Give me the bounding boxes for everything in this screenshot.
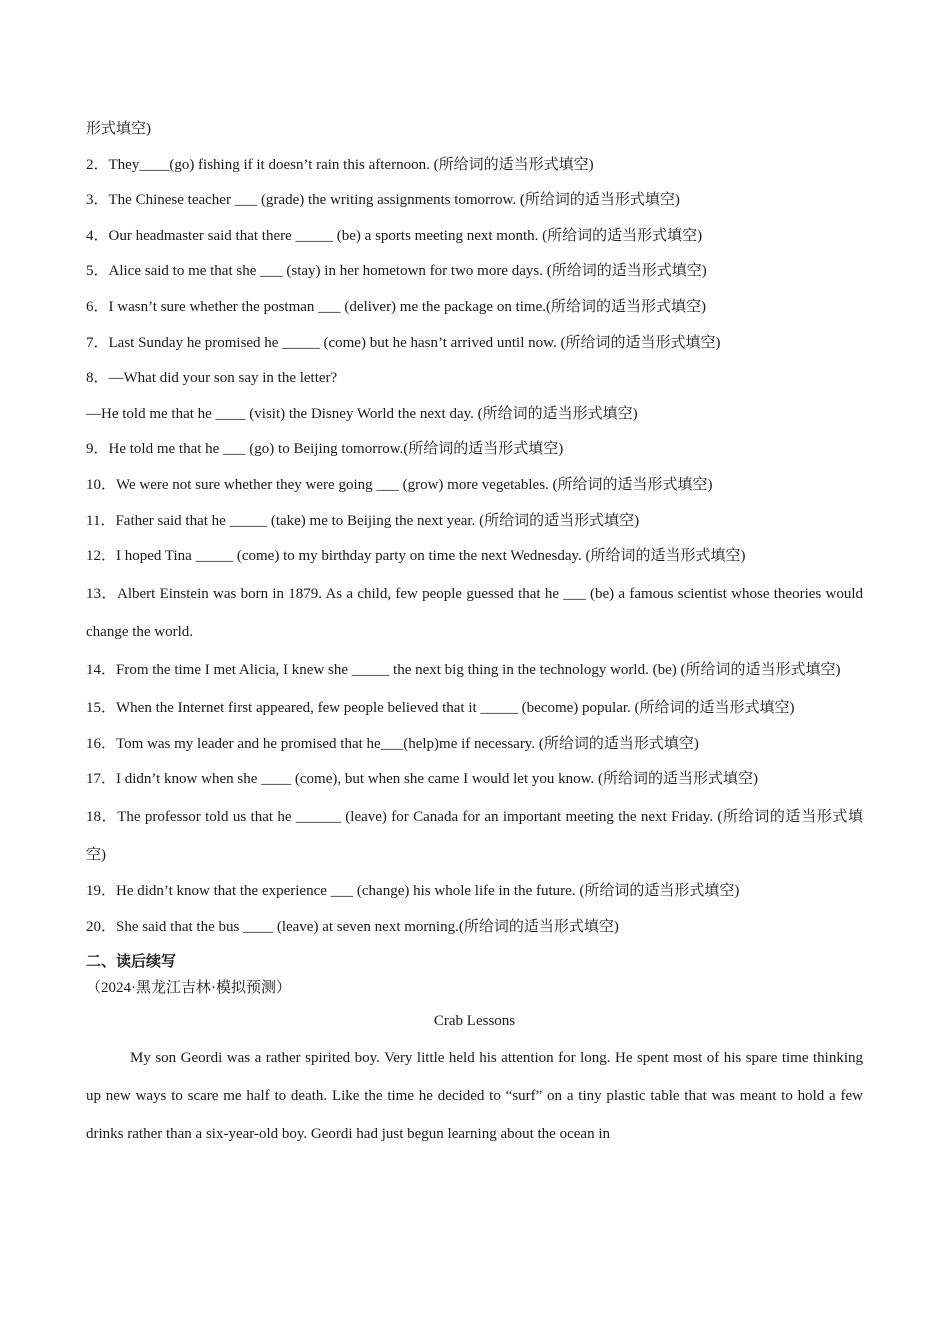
story-paragraph: My son Geordi was a rather spirited boy. Very little held his attention for long. He spent most of his spare time thinking up new ways to scare me half to death. Like the time he decided to “surf” on a tiny plastic table that was meant to hold a few drinks rather than a six-year-old boy. Geordi had just begun learning about the ocean in [86,1050,863,1143]
exercise-item-19: 19．He didn’t know that the experience ___ (change) his whole life in the future. (所给词的适当形式填空) [86,882,740,899]
exercise-item-10: 10．We were not sure whether they were going ___ (grow) more vegetables. (所给词的适当形式填空) [86,476,713,493]
document-page [86,112,863,1153]
exercise-item-17: 17．I didn’t know when she ____ (come), but when she came I would let you know. (所给词的适当形式填空) [86,771,758,788]
section-title: 二、读后续写 [86,954,177,971]
story-title: Crab Lessons [433,1013,516,1030]
exercise-item-20: 20．She said that the bus ____ (leave) at seven next morning.(所给词的适当形式填空) [86,918,619,935]
exercise-item-11: 11．Father said that he _____ (take) me to Beijing the next year. (所给词的适当形式填空) [86,512,640,529]
exercise-item-5: 5．Alice said to me that she ___ (stay) in her hometown for two more days. (所给词的适当形式填空) [86,263,707,280]
exercise-item-4: 4．Our headmaster said that there _____ (be) a sports meeting next month. (所给词的适当形式填空) [86,227,703,244]
exercise-item-8-answer: —He told me that he ____ (visit) the Disney World the next day. (所给词的适当形式填空) [86,405,638,422]
exercise-item-12: 12．I hoped Tina _____ (come) to my birthday party on time the next Wednesday. (所给词的适当形式填空) [86,548,746,565]
exercise-item-6: 6．I wasn’t sure whether the postman ___ (deliver) me the package on time.(所给词的适当形式填空) [86,298,706,315]
exercise-continuation: 形式填空) [86,121,151,137]
exercise-item-8-question: 8．—What did your son say in the letter? [86,370,338,387]
exercise-item-7: 7．Last Sunday he promised he _____ (come) but he hasn’t arrived until now. (所给词的适当形式填空) [86,334,721,351]
exercise-item-2: 2．They____(go) fishing if it doesn’t rain this afternoon. (所给词的适当形式填空) [86,156,594,173]
exercise-item-9: 9．He told me that he ___ (go) to Beijing tomorrow.(所给词的适当形式填空) [86,441,564,458]
exercise-item-14: 14．From the time I met Alicia, I knew she _____ the next big thing in the technology world. (be) (所给词的适当形式填空) [86,661,841,678]
exercise-item-16: 16．Tom was my leader and he promised that he___(help)me if necessary. (所给词的适当形式填空) [86,735,699,752]
exercise-item-13: 13．Albert Einstein was born in 1879. As a child, few people guessed that he ___ (be) a famous scientist whose theories would change the world. [86,585,863,640]
exercise-item-3: 3．The Chinese teacher ___ (grade) the writing assignments tomorrow. (所给词的适当形式填空) [86,192,680,209]
section-source: （2024·黑龙江吉林·模拟预测） [86,980,291,997]
exercise-item-18: 18．The professor told us that he ______ (leave) for Canada for an important meeting the next Friday. (所给词的适当形式填空) [86,808,863,863]
exercise-item-15: 15．When the Internet first appeared, few people believed that it _____ (become) popular. (所给词的适当形式填空) [86,699,795,716]
